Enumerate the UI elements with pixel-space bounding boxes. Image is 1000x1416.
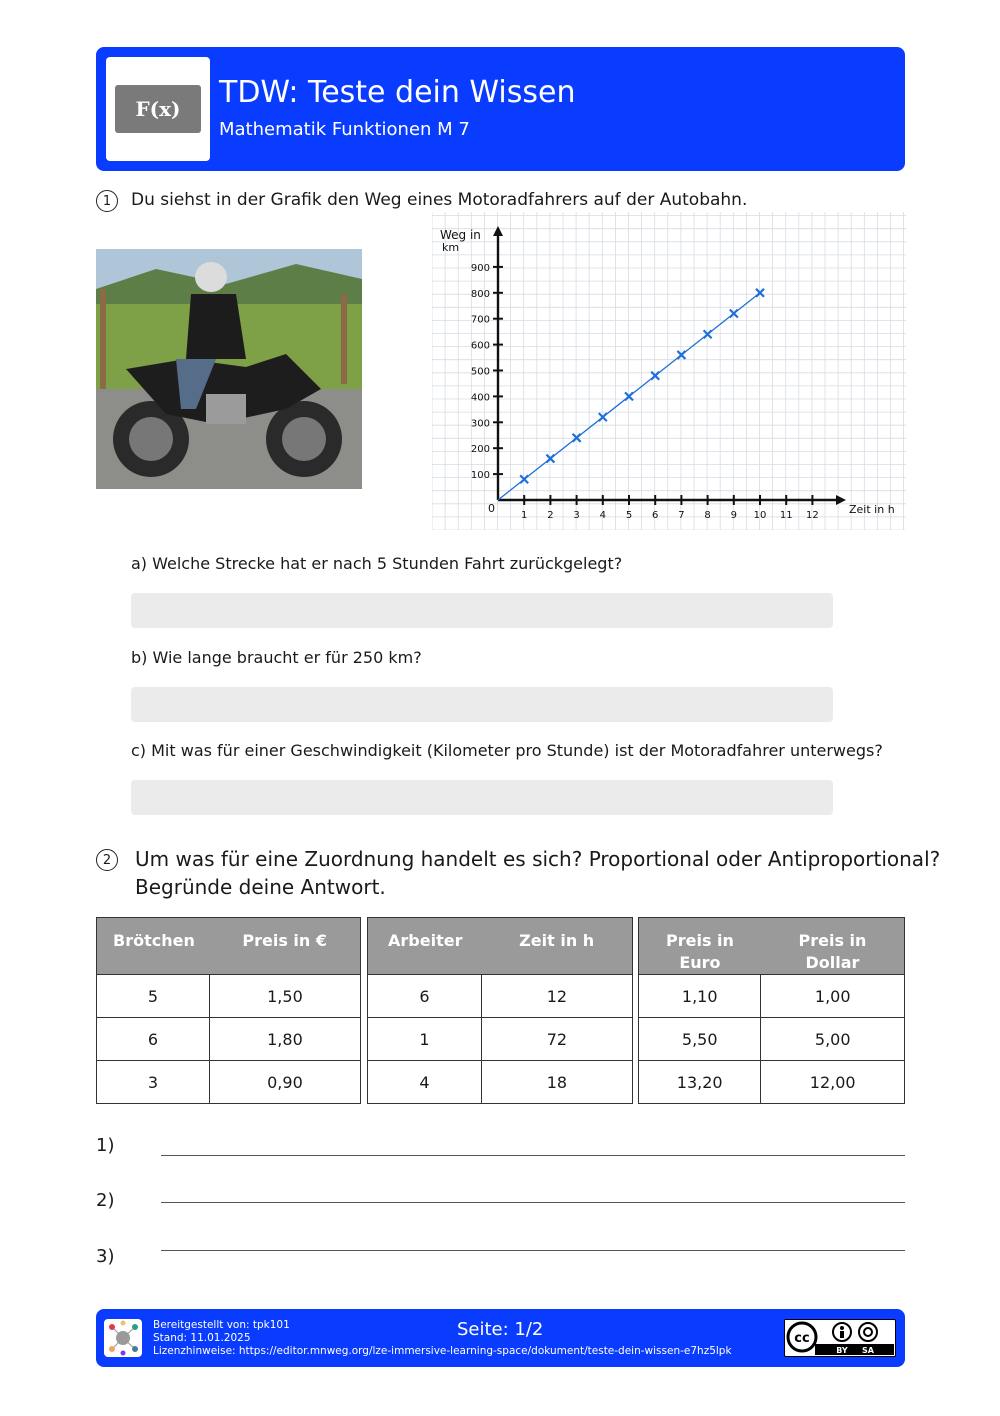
svg-text:cc: cc: [794, 1331, 810, 1346]
data-point: [677, 351, 685, 359]
table-cell: 6: [97, 1018, 210, 1061]
answer-label-3: 3): [96, 1246, 115, 1267]
table-cell: 1,80: [209, 1018, 360, 1061]
table-row: [97, 1018, 361, 1061]
motorcyclist-photo: [96, 249, 362, 489]
table-header: Arbeiter: [368, 918, 482, 975]
y-tick-label: 600: [470, 340, 490, 352]
x-tick-label: 1: [521, 510, 528, 521]
table-cell: 5: [97, 975, 210, 1018]
data-point: [546, 455, 554, 463]
table-row: [368, 1018, 633, 1061]
table-header: Preis in Dollar: [761, 918, 905, 975]
table-header: Zeit in h: [481, 918, 632, 975]
logo-box: [106, 57, 210, 161]
answer-label-2: 2): [96, 1190, 115, 1211]
y-tick-label: 700: [470, 314, 490, 326]
table-broetchen: [96, 917, 361, 1104]
page-footer: [96, 1309, 905, 1367]
table-row: [368, 975, 633, 1018]
task-number-2: 2: [96, 849, 118, 871]
mnweg-logo: [104, 1319, 142, 1357]
x-axis-label: Zeit in h: [849, 503, 895, 516]
page-number: Seite: 1/2: [457, 1319, 544, 1340]
data-point: [704, 330, 712, 338]
footer-meta: [153, 1319, 732, 1358]
table-cell: 0,90: [209, 1061, 360, 1104]
table-cell: 1: [368, 1018, 482, 1061]
x-tick-label: 4: [599, 510, 606, 521]
y-tick-label: 500: [470, 366, 490, 378]
table-cell: 1,10: [639, 975, 761, 1018]
table-waehrung: [638, 917, 905, 1104]
data-point: [756, 289, 764, 297]
task2-text: [135, 845, 940, 901]
function-logo: F(x): [115, 85, 201, 133]
y-tick-label: 400: [470, 392, 490, 404]
x-tick-label: 8: [704, 510, 711, 521]
table-header: Preis in Euro: [639, 918, 761, 975]
x-tick-label: 3: [573, 510, 580, 521]
data-point: [520, 475, 528, 483]
svg-text:SA: SA: [862, 1346, 874, 1355]
y-axis-label-line2: km: [442, 241, 460, 254]
footer-stand: Stand: 11.01.2025: [153, 1332, 251, 1344]
task-number-1: 1: [96, 190, 118, 212]
table-cell: 72: [481, 1018, 632, 1061]
table-cell: 1,00: [761, 975, 905, 1018]
y-tick-label: 900: [470, 262, 490, 274]
table-cell: 5,50: [639, 1018, 761, 1061]
table-row: [639, 1018, 905, 1061]
x-tick-label: 12: [806, 510, 819, 521]
x-tick-label: 5: [625, 510, 633, 521]
table-row: [639, 975, 905, 1018]
y-axis-arrow: [493, 226, 503, 236]
table-cell: 5,00: [761, 1018, 905, 1061]
table-header: Brötchen: [97, 918, 210, 975]
x-tick-label: 10: [753, 510, 767, 521]
x-tick-label: 6: [652, 510, 659, 521]
y-tick-label: 800: [470, 288, 490, 300]
footer-license[interactable]: Lizenzhinweise: https://editor.mnweg.org/lze-immersive-learning-space/dokument/teste-dein-wissen-e7hz5lpk: [153, 1345, 732, 1357]
table-cell: 1,50: [209, 975, 360, 1018]
table-row: [368, 1061, 633, 1104]
cc-license-badge[interactable]: [784, 1319, 896, 1357]
page-title: TDW: Teste dein Wissen: [219, 75, 576, 110]
answer-label-1: 1): [96, 1135, 115, 1156]
table-header: Preis in €: [209, 918, 360, 975]
table-cell: 12,00: [761, 1061, 905, 1104]
answer-box-b[interactable]: [131, 687, 833, 722]
table-cell: 4: [368, 1061, 482, 1104]
y-axis-label-line1: Weg in: [440, 228, 481, 242]
table-row: [639, 1061, 905, 1104]
x-tick-label: 11: [779, 510, 793, 521]
footer-provided-by: Bereitgestellt von: tpk101: [153, 1319, 290, 1331]
table-row: [97, 975, 361, 1018]
svg-text:BY: BY: [836, 1346, 848, 1355]
data-point: [573, 434, 581, 442]
answer-line-1[interactable]: [161, 1155, 905, 1156]
table-arbeiter: [367, 917, 633, 1104]
answer-box-a[interactable]: [131, 593, 833, 628]
y-tick-label: 200: [470, 444, 490, 456]
x-tick-label: 2: [547, 510, 554, 521]
table-cell: 6: [368, 975, 482, 1018]
origin-label: 0: [488, 502, 495, 515]
table-row: [97, 1061, 361, 1104]
answer-line-3[interactable]: [161, 1250, 905, 1251]
chart-grid: [432, 212, 906, 530]
task1-text: Du siehst in der Grafik den Weg eines Motoradfahrers auf der Autobahn.: [131, 190, 748, 210]
question-b: b) Wie lange braucht er für 250 km?: [131, 648, 422, 667]
answer-box-c[interactable]: [131, 780, 833, 815]
task2-line1: Um was für eine Zuordnung handelt es sich? Proportional oder Antiproportional?: [135, 847, 941, 871]
answer-line-2[interactable]: [161, 1202, 905, 1203]
task2-line2: Begründe deine Antwort.: [135, 875, 386, 899]
data-point: [730, 310, 738, 318]
table-cell: 3: [97, 1061, 210, 1104]
question-c: c) Mit was für einer Geschwindigkeit (Kilometer pro Stunde) ist der Motoradfahrer unterwegs?: [131, 741, 883, 760]
y-tick-label: 300: [470, 418, 490, 430]
x-tick-label: 9: [730, 510, 737, 521]
distance-time-chart: [432, 212, 906, 530]
y-tick-label: 100: [470, 470, 490, 482]
table-cell: 12: [481, 975, 632, 1018]
page-subtitle: Mathematik Funktionen M 7: [219, 119, 470, 140]
question-a: a) Welche Strecke hat er nach 5 Stunden Fahrt zurückgelegt?: [131, 554, 623, 573]
x-tick-label: 7: [678, 510, 685, 521]
table-cell: 18: [481, 1061, 632, 1104]
page-header: [96, 47, 905, 171]
sa-icon: [859, 1323, 877, 1341]
table-cell: 13,20: [639, 1061, 761, 1104]
data-point: [599, 413, 607, 421]
